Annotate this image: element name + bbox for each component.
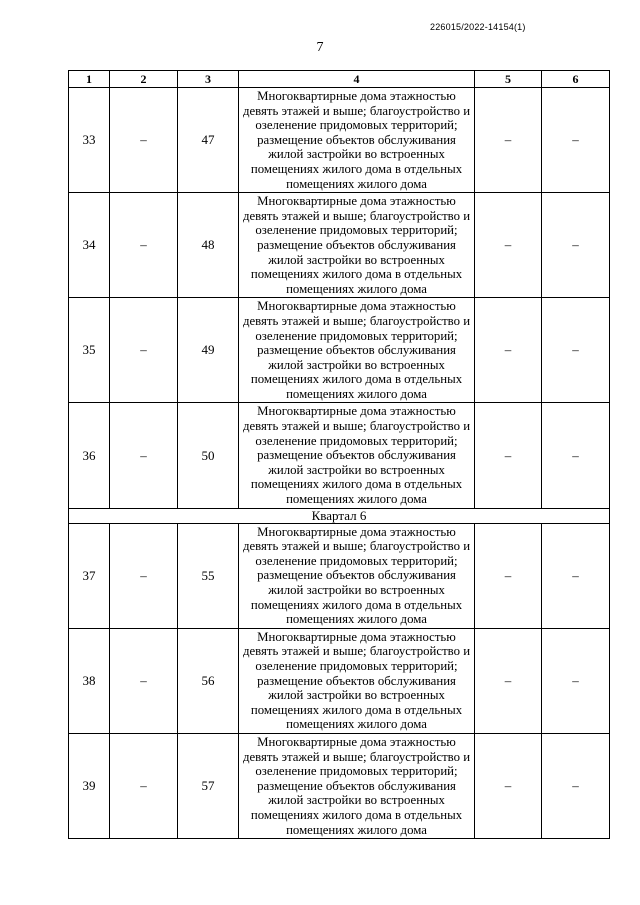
column-header: 5 — [475, 71, 542, 88]
description-cell: Многоквартирные дома этажностью девять этажей и выше; благоустройство и озеленение придомовых территорий; размещение объектов обслуживания жилой застройки во встроенных помещениях жилого дома в отдельных помещениях жилого дома — [239, 298, 475, 403]
col3-cell: 49 — [178, 298, 239, 403]
row-number-cell: 36 — [69, 403, 110, 508]
column-header: 3 — [178, 71, 239, 88]
col6-cell: – — [542, 298, 610, 403]
description-cell: Многоквартирные дома этажностью девять этажей и выше; благоустройство и озеленение придомовых территорий; размещение объектов обслуживания жилой застройки во встроенных помещениях жилого дома в отдельных помещениях жилого дома — [239, 523, 475, 628]
col3-cell: 48 — [178, 193, 239, 298]
col5-cell: – — [475, 88, 542, 193]
col2-cell: – — [110, 298, 178, 403]
document-id: 226015/2022-14154(1) — [430, 22, 526, 32]
col5-cell: – — [475, 733, 542, 838]
row-number-cell: 34 — [69, 193, 110, 298]
col2-cell: – — [110, 523, 178, 628]
col5-cell: – — [475, 403, 542, 508]
row-number-cell: 37 — [69, 523, 110, 628]
col2-cell: – — [110, 403, 178, 508]
col3-cell: 57 — [178, 733, 239, 838]
description-cell: Многоквартирные дома этажностью девять этажей и выше; благоустройство и озеленение придомовых территорий; размещение объектов обслуживания жилой застройки во встроенных помещениях жилого дома в отдельных помещениях жилого дома — [239, 88, 475, 193]
col6-cell: – — [542, 403, 610, 508]
table-row — [69, 733, 610, 838]
table-body-b — [69, 523, 610, 838]
col2-cell: – — [110, 88, 178, 193]
col3-cell: 56 — [178, 628, 239, 733]
col5-cell: – — [475, 628, 542, 733]
table-body-a — [69, 88, 610, 509]
description-cell: Многоквартирные дома этажностью девять этажей и выше; благоустройство и озеленение придомовых территорий; размещение объектов обслуживания жилой застройки во встроенных помещениях жилого дома в отдельных помещениях жилого дома — [239, 733, 475, 838]
description-cell: Многоквартирные дома этажностью девять этажей и выше; благоустройство и озеленение придомовых территорий; размещение объектов обслуживания жилой застройки во встроенных помещениях жилого дома в отдельных помещениях жилого дома — [239, 193, 475, 298]
col6-cell: – — [542, 193, 610, 298]
table-row — [69, 523, 610, 628]
header-row — [69, 71, 610, 88]
column-header: 4 — [239, 71, 475, 88]
zoning-table — [68, 70, 610, 839]
table-row — [69, 193, 610, 298]
row-number-cell: 38 — [69, 628, 110, 733]
col6-cell: – — [542, 88, 610, 193]
col2-cell: – — [110, 733, 178, 838]
row-number-cell: 39 — [69, 733, 110, 838]
row-number-cell: 33 — [69, 88, 110, 193]
table-row — [69, 298, 610, 403]
column-header: 6 — [542, 71, 610, 88]
col3-cell: 50 — [178, 403, 239, 508]
col2-cell: – — [110, 193, 178, 298]
table-row — [69, 628, 610, 733]
column-header: 1 — [69, 71, 110, 88]
section-row — [69, 508, 610, 523]
col3-cell: 55 — [178, 523, 239, 628]
col5-cell: – — [475, 298, 542, 403]
col6-cell: – — [542, 523, 610, 628]
description-cell: Многоквартирные дома этажностью девять этажей и выше; благоустройство и озеленение придомовых территорий; размещение объектов обслуживания жилой застройки во встроенных помещениях жилого дома в отдельных помещениях жилого дома — [239, 628, 475, 733]
table-row — [69, 88, 610, 193]
col3-cell: 47 — [178, 88, 239, 193]
section-body — [69, 508, 610, 523]
column-header: 2 — [110, 71, 178, 88]
col5-cell: – — [475, 523, 542, 628]
col5-cell: – — [475, 193, 542, 298]
row-number-cell: 35 — [69, 298, 110, 403]
description-cell: Многоквартирные дома этажностью девять этажей и выше; благоустройство и озеленение придомовых территорий; размещение объектов обслуживания жилой застройки во встроенных помещениях жилого дома в отдельных помещениях жилого дома — [239, 403, 475, 508]
col6-cell: – — [542, 628, 610, 733]
table-row — [69, 403, 610, 508]
section-label: Квартал 6 — [69, 508, 610, 523]
col6-cell: – — [542, 733, 610, 838]
col2-cell: – — [110, 628, 178, 733]
page-number: 7 — [316, 40, 324, 55]
